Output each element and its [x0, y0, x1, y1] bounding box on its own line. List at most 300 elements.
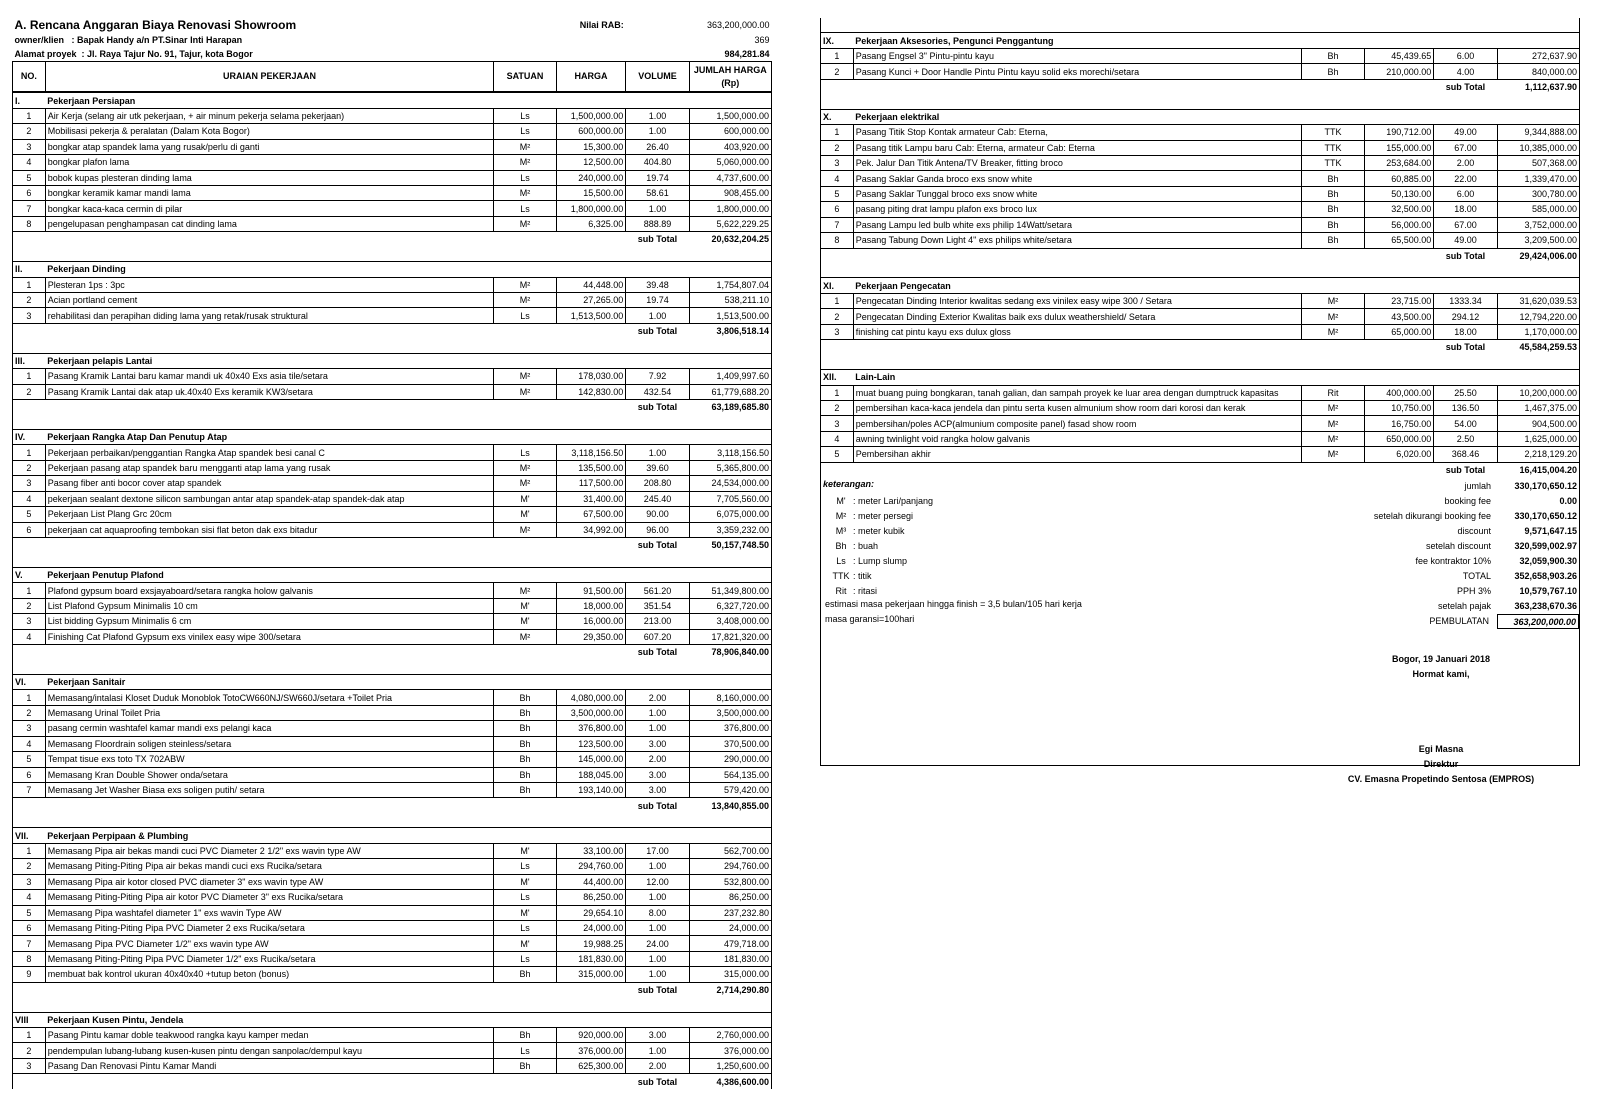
unit-legend-item [829, 509, 933, 524]
row-unit: M' [494, 507, 556, 522]
row-description: Pasang Tabung Down Light 4" exs philips white/setara [853, 233, 1302, 248]
row-description: pengelupasan penghampasan cat dinding lama [45, 216, 494, 231]
row-price: 181,830.00 [556, 951, 626, 966]
row-description: Finishing Cat Plafond Gypsum exs vinilex easy wipe 300/setara [45, 629, 494, 644]
row-price: 210,000.00 [1364, 64, 1434, 79]
row-unit: Ls [494, 108, 556, 123]
row-price: 600,000.00 [556, 124, 626, 139]
row-description: Pasang fiber anti bocor cover atap spandek [45, 476, 494, 491]
subtotal-value: 13,840,855.00 [689, 798, 771, 813]
table-row [821, 140, 1580, 155]
spacer-row [13, 415, 772, 430]
row-description: Pembersihan akhir [853, 447, 1302, 462]
row-volume: 19.74 [626, 170, 689, 185]
row-price: 23,715.00 [1364, 293, 1434, 308]
rab-table-left [12, 92, 772, 1088]
row-unit: M² [494, 155, 556, 170]
row-description: pendempulan lubang-lubang kusen-kusen pintu dengan sanpolac/dempul kayu [45, 1043, 494, 1058]
row-description: Pek. Jalur Dan Titik Antena/TV Breaker, fitting broco [853, 155, 1302, 170]
row-number: 7 [13, 201, 46, 216]
row-total: 300,780.00 [1497, 186, 1579, 201]
row-description: Memasang Piting-Piting Pipa air bekas mandi cuci exs Rucika/setara [45, 859, 494, 874]
section-header [13, 1012, 772, 1027]
row-description: pekerjaan sealant dextone silicon sambungan antar atap spandek-atap spandek-dak atap [45, 491, 494, 506]
table-row [13, 308, 772, 323]
row-description: Memasang Pipa air bekas mandi cuci PVC Diameter 2 1/2" exs wavin type AW [45, 843, 494, 858]
row-unit: M² [494, 629, 556, 644]
row-price: 56,000.00 [1364, 217, 1434, 232]
unit-meaning: : meter kubik [853, 526, 905, 537]
section-number: VI. [13, 674, 46, 689]
row-description: Pengecatan Dinding Interior kwalitas sedang exs vinilex easy wipe 300 / Setara [853, 293, 1302, 308]
section-number: X. [821, 109, 854, 124]
row-unit: Bh [1302, 64, 1364, 79]
table-row [13, 690, 772, 705]
row-total: 562,700.00 [689, 843, 771, 858]
row-volume: 3.00 [626, 767, 689, 782]
row-total: 31,620,039.53 [1497, 293, 1579, 308]
row-number: 5 [13, 170, 46, 185]
row-unit: M' [494, 905, 556, 920]
row-total: 564,135.00 [689, 767, 771, 782]
unit-code: M² [835, 511, 847, 522]
row-description: Memasang Urinal Toilet Pria [45, 705, 494, 720]
row-total: 1,800,000.00 [689, 201, 771, 216]
subtotal-row [821, 79, 1580, 94]
row-unit: M' [494, 614, 556, 629]
section-title: Pekerjaan elektrikal [855, 111, 940, 122]
row-price: 45,439.65 [1364, 48, 1434, 63]
row-unit: M² [1302, 431, 1364, 446]
row-volume: 18.00 [1434, 202, 1497, 217]
spacer-row [821, 18, 1580, 33]
row-number: 3 [13, 1058, 46, 1073]
subtotal-row [13, 538, 772, 553]
row-volume: 1.00 [626, 124, 689, 139]
estimasi-note: estimasi masa pekerjaan hingga finish = 3,5 bulan/105 hari kerja [825, 599, 1082, 610]
row-total: 532,800.00 [689, 874, 771, 889]
row-description: Pasang Saklar Ganda broco exs snow white [853, 171, 1302, 186]
row-price: 15,500.00 [556, 185, 626, 200]
row-description: bongkar plafon lama [45, 155, 494, 170]
row-volume: 1.00 [626, 721, 689, 736]
subtotal-label: sub Total [1445, 81, 1486, 92]
row-price: 315,000.00 [556, 967, 626, 982]
subtotal-value: 78,906,840.00 [689, 645, 771, 660]
subtotal-label: sub Total [1445, 342, 1486, 353]
row-unit: M² [494, 583, 556, 598]
table-row [13, 920, 772, 935]
row-description: Memasang Jet Washer Biasa exs soligen putih/ setara [45, 783, 494, 798]
row-volume: 1.00 [626, 890, 689, 905]
row-total: 315,000.00 [689, 967, 771, 982]
unit-legend-item [829, 539, 933, 554]
row-price: 376,000.00 [556, 1043, 626, 1058]
row-description: Tempat tisue exs toto TX 702ABW [45, 752, 494, 767]
summary-row [1291, 554, 1579, 569]
row-volume: 3.00 [626, 736, 689, 751]
row-total: 6,327,720.00 [689, 598, 771, 613]
row-total: 1,339,470.00 [1497, 171, 1579, 186]
subtotal-value: 29,424,006.00 [1497, 248, 1579, 263]
summary-label: PEMBULATAN [1429, 616, 1489, 627]
subtotal-label: sub Total [637, 647, 678, 658]
summary-row [1291, 524, 1579, 539]
table-row [821, 186, 1580, 201]
row-number: 2 [821, 400, 854, 415]
row-volume: 368.46 [1434, 447, 1497, 462]
row-unit: M² [494, 476, 556, 491]
row-description: bongkar kaca-kaca cermin di pilar [45, 201, 494, 216]
row-price: 33,100.00 [556, 843, 626, 858]
row-total: 908,455.00 [689, 185, 771, 200]
row-total: 1,513,500.00 [689, 308, 771, 323]
section-number: IV. [13, 429, 46, 444]
subtotal-value: 2,714,290.80 [689, 982, 771, 997]
row-price: 29,654.10 [556, 905, 626, 920]
table-row [13, 293, 772, 308]
table-row [13, 170, 772, 185]
row-volume: 2.00 [626, 752, 689, 767]
row-total: 3,118,156.50 [689, 445, 771, 460]
row-total: 181,830.00 [689, 951, 771, 966]
row-volume: 607.20 [626, 629, 689, 644]
row-description: Plafond gypsum board exsjayaboard/setara rangka holow galvanis [45, 583, 494, 598]
table-row [13, 752, 772, 767]
table-row [13, 124, 772, 139]
signature-greeting: Hormat kami, [1412, 669, 1470, 680]
row-volume: 2.00 [626, 690, 689, 705]
row-unit: TTK [1302, 140, 1364, 155]
section-title: Pekerjaan Perpipaan & Plumbing [47, 830, 189, 841]
row-price: 376,800.00 [556, 721, 626, 736]
row-total: 272,637.90 [1497, 48, 1579, 63]
row-unit: Ls [494, 890, 556, 905]
summary-label: booking fee [1444, 496, 1491, 507]
table-row [821, 202, 1580, 217]
table-row [821, 64, 1580, 79]
table-row [13, 460, 772, 475]
row-unit: Ls [494, 170, 556, 185]
row-number: 4 [821, 171, 854, 186]
spacer-row [13, 247, 772, 262]
row-unit: M² [494, 185, 556, 200]
row-number: 1 [13, 369, 46, 384]
row-volume: 67.00 [1434, 140, 1497, 155]
row-description: Pasang titik Lampu baru Cab: Eterna, armateur Cab: Eterna [853, 140, 1302, 155]
row-unit: M² [1302, 309, 1364, 324]
subtotal-row [13, 982, 772, 997]
row-number: 5 [13, 752, 46, 767]
row-number: 6 [13, 767, 46, 782]
row-total: 12,794,220.00 [1497, 309, 1579, 324]
row-description: pembersihan/poles ACP(almunium composite panel) fasad show room [853, 416, 1302, 431]
table-row [821, 293, 1580, 308]
table-row [821, 324, 1580, 339]
section-title: Pekerjaan Penutup Plafond [47, 570, 164, 581]
row-volume: 39.60 [626, 460, 689, 475]
row-volume: 67.00 [1434, 217, 1497, 232]
unit-legend-item [829, 554, 933, 569]
row-description: Pekerjaan List Plang Grc 20cm [45, 507, 494, 522]
row-volume: 1.00 [626, 951, 689, 966]
section-number: V. [13, 567, 46, 582]
row-price: 19,988.25 [556, 936, 626, 951]
row-number: 2 [13, 859, 46, 874]
summary-value: 363,238,670.36 [1514, 601, 1577, 612]
summary-label: setelah discount [1425, 541, 1491, 552]
subtotal-row [13, 798, 772, 813]
row-unit: M' [494, 598, 556, 613]
row-unit: Ls [494, 445, 556, 460]
summary-row [1291, 584, 1579, 599]
row-total: 1,467,375.00 [1497, 400, 1579, 415]
row-description: pembersihan kaca-kaca jendela dan pintu serta kusen almunium show room dari korosi dan kerak [853, 400, 1302, 415]
row-number: 8 [13, 951, 46, 966]
row-price: 123,500.00 [556, 736, 626, 751]
row-number: 2 [13, 384, 46, 399]
row-description: Pasang Kramik Lantai baru kamar mandi uk 40x40 Exs asia tile/setara [45, 369, 494, 384]
subtotal-row [13, 1074, 772, 1089]
row-description: List Plafond Gypsum Minimalis 10 cm [45, 598, 494, 613]
spacer-row [13, 552, 772, 567]
row-unit: M² [1302, 447, 1364, 462]
row-unit: M² [494, 293, 556, 308]
row-number: 2 [13, 124, 46, 139]
row-unit: M² [494, 369, 556, 384]
row-description: Plesteran 1ps : 3pc [45, 277, 494, 292]
row-price: 3,500,000.00 [556, 705, 626, 720]
row-volume: 888.89 [626, 216, 689, 231]
row-total: 8,160,000.00 [689, 690, 771, 705]
subtotal-row [13, 645, 772, 660]
summary-label: PPH 3% [1456, 586, 1491, 597]
row-price: 1,513,500.00 [556, 308, 626, 323]
row-volume: 19.74 [626, 293, 689, 308]
table-row [821, 233, 1580, 248]
subtotal-value: 1,112,637.90 [1497, 79, 1579, 94]
row-total: 17,821,320.00 [689, 629, 771, 644]
row-total: 1,754,807.04 [689, 277, 771, 292]
row-unit: Bh [1302, 48, 1364, 63]
row-volume: 24.00 [626, 936, 689, 951]
row-unit: M² [1302, 400, 1364, 415]
subtotal-row [13, 323, 772, 338]
row-unit: Bh [494, 705, 556, 720]
row-number: 3 [13, 139, 46, 154]
row-number: 2 [13, 705, 46, 720]
section-header [13, 567, 772, 582]
table-row [13, 951, 772, 966]
row-number: 3 [821, 324, 854, 339]
row-volume: 39.48 [626, 277, 689, 292]
row-description: bobok kupas plesteran dinding lama [45, 170, 494, 185]
row-unit: M' [494, 874, 556, 889]
row-unit: M' [494, 843, 556, 858]
row-total: 24,000.00 [689, 920, 771, 935]
row-total: 3,359,232.00 [689, 522, 771, 537]
row-volume: 2.00 [1434, 155, 1497, 170]
table-row [821, 217, 1580, 232]
row-total: 4,737,600.00 [689, 170, 771, 185]
row-total: 10,200,000.00 [1497, 385, 1579, 400]
table-row [821, 400, 1580, 415]
row-unit: Bh [1302, 186, 1364, 201]
section-title: Pekerjaan Kusen Pintu, Jendela [47, 1014, 184, 1025]
row-description: Pasang Saklar Tunggal broco exs snow white [853, 186, 1302, 201]
row-price: 44,448.00 [556, 277, 626, 292]
table-row [13, 507, 772, 522]
table-row [821, 125, 1580, 140]
row-price: 6,020.00 [1364, 447, 1434, 462]
row-price: 1,500,000.00 [556, 108, 626, 123]
table-row [13, 139, 772, 154]
subtotal-label: sub Total [637, 984, 678, 995]
row-number: 6 [13, 920, 46, 935]
unit-code: Rit [835, 586, 847, 597]
row-price: 60,885.00 [1364, 171, 1434, 186]
subtotal-label: sub Total [637, 326, 678, 337]
subtotal-label: sub Total [637, 1076, 678, 1087]
row-price: 50,130.00 [1364, 186, 1434, 201]
signature-name: Egi Masna [1418, 744, 1464, 755]
row-unit: Bh [494, 721, 556, 736]
row-unit: M² [494, 139, 556, 154]
summary-label: discount [1457, 526, 1491, 537]
row-number: 1 [13, 445, 46, 460]
row-price: 190,712.00 [1364, 125, 1434, 140]
section-header [13, 828, 772, 843]
row-total: 51,349,800.00 [689, 583, 771, 598]
section-header [821, 370, 1580, 385]
row-volume: 1.00 [626, 920, 689, 935]
row-number: 1 [13, 1028, 46, 1043]
table-row [13, 1028, 772, 1043]
cost-summary [1291, 479, 1579, 629]
subtotal-value: 63,189,685.80 [689, 400, 771, 415]
unit-code: M³ [835, 526, 847, 537]
row-price: 650,000.00 [1364, 431, 1434, 446]
rab-right-page [820, 18, 1580, 785]
summary-row [1291, 494, 1579, 509]
unit-meaning: : Lump slump [853, 556, 908, 567]
table-row [821, 309, 1580, 324]
table-row [13, 108, 772, 123]
row-number: 6 [13, 522, 46, 537]
row-description: Pasang Engsel 3" Pintu-pintu kayu [853, 48, 1302, 63]
row-price: 253,684.00 [1364, 155, 1434, 170]
row-number: 3 [13, 308, 46, 323]
row-volume: 4.00 [1434, 64, 1497, 79]
row-price: 31,400.00 [556, 491, 626, 506]
row-price: 920,000.00 [556, 1028, 626, 1043]
section-title: Pekerjaan Rangka Atap Dan Penutup Atap [47, 432, 228, 443]
signature-place-date: Bogor, 19 Januari 2018 [1391, 654, 1491, 665]
row-number: 2 [821, 140, 854, 155]
row-number: 4 [13, 629, 46, 644]
row-volume: 2.50 [1434, 431, 1497, 446]
row-number: 5 [821, 186, 854, 201]
row-unit: Ls [494, 201, 556, 216]
rab-left-page [12, 18, 772, 1089]
row-total: 904,500.00 [1497, 416, 1579, 431]
rab-header-table [12, 18, 772, 92]
row-price: 625,300.00 [556, 1058, 626, 1073]
row-number: 7 [13, 783, 46, 798]
row-unit: Bh [494, 690, 556, 705]
row-unit: M² [494, 384, 556, 399]
row-number: 1 [13, 690, 46, 705]
row-description: List bidding Gypsum Minimalis 6 cm [45, 614, 494, 629]
table-row [13, 629, 772, 644]
row-volume: 17.00 [626, 843, 689, 858]
col-header-no: NO. [13, 62, 46, 92]
row-volume: 294.12 [1434, 309, 1497, 324]
row-price: 155,000.00 [1364, 140, 1434, 155]
row-price: 32,500.00 [1364, 202, 1434, 217]
table-row [13, 783, 772, 798]
row-price: 91,500.00 [556, 583, 626, 598]
row-number: 3 [13, 874, 46, 889]
unit-legend-item [829, 569, 933, 584]
row-volume: 7.92 [626, 369, 689, 384]
subtotal-row [821, 462, 1580, 477]
row-price: 3,118,156.50 [556, 445, 626, 460]
table-row [13, 522, 772, 537]
row-unit: Bh [494, 967, 556, 982]
section-number: II. [13, 262, 46, 277]
row-volume: 26.40 [626, 139, 689, 154]
row-number: 1 [13, 277, 46, 292]
col-header-volume: VOLUME [626, 62, 689, 92]
row-price: 145,000.00 [556, 752, 626, 767]
row-description: muat buang puing bongkaran, tanah galian, dan sampah proyek ke luar area dengan dumptruck kapasitas [853, 385, 1302, 400]
row-description: Memasang Pipa washtafel diameter 1" exs wavin Type AW [45, 905, 494, 920]
row-price: 1,800,000.00 [556, 201, 626, 216]
row-price: 67,500.00 [556, 507, 626, 522]
row-description: Air Kerja (selang air utk pekerjaan, + air minum pekerja selama pekerjaan) [45, 108, 494, 123]
table-row [13, 445, 772, 460]
row-price: 400,000.00 [1364, 385, 1434, 400]
row-total: 1,250,600.00 [689, 1058, 771, 1073]
row-volume: 3.00 [626, 783, 689, 798]
subtotal-value: 16,415,004.20 [1497, 462, 1579, 477]
section-number: IX. [821, 33, 854, 48]
row-price: 240,000.00 [556, 170, 626, 185]
row-volume: 8.00 [626, 905, 689, 920]
row-unit: Ls [494, 308, 556, 323]
subtotal-label: sub Total [637, 234, 678, 245]
row-price: 135,500.00 [556, 460, 626, 475]
row-price: 4,080,000.00 [556, 690, 626, 705]
row-unit: Bh [494, 783, 556, 798]
row-price: 29,350.00 [556, 629, 626, 644]
row-total: 237,232.80 [689, 905, 771, 920]
table-row [821, 48, 1580, 63]
row-number: 5 [13, 507, 46, 522]
summary-row [1291, 569, 1579, 584]
table-row [821, 431, 1580, 446]
table-row [13, 614, 772, 629]
row-number: 2 [13, 293, 46, 308]
row-unit: Bh [1302, 233, 1364, 248]
row-number: 1 [821, 48, 854, 63]
summary-value: 330,170,650.12 [1514, 511, 1577, 522]
summary-label: setelah dikurangi booking fee [1373, 511, 1491, 522]
table-row [13, 859, 772, 874]
unit-code: Ls [836, 556, 846, 567]
keterangan-label: keterangan: [823, 479, 875, 490]
